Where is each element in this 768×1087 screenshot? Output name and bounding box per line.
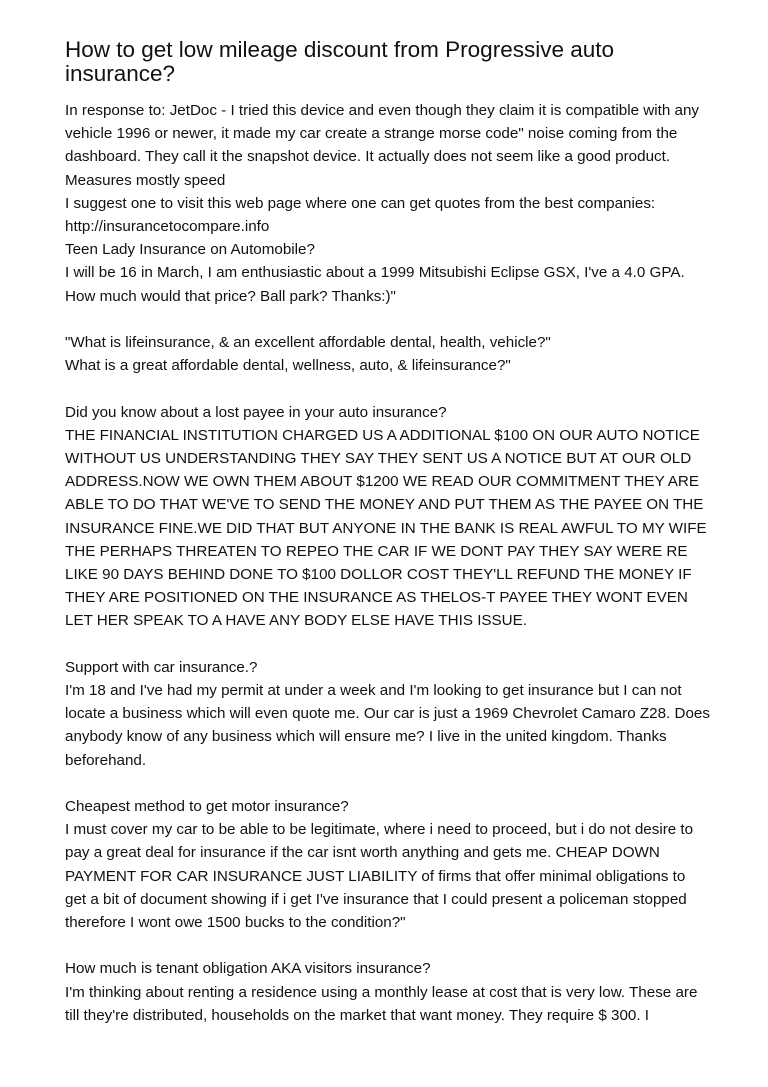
question-heading: Did you know about a lost payee in your auto insurance? bbox=[65, 403, 447, 421]
question-heading: Teen Lady Insurance on Automobile? bbox=[65, 241, 315, 259]
document-title: How to get low mileage discount from Progressive auto insurance? bbox=[65, 37, 615, 86]
section-jetdoc bbox=[65, 99, 710, 308]
paragraph: I will be 16 in March, I am enthusiastic about a 1999 Mitsubishi Eclipse GSX, I've a 4.0 GPA. How much would that price? Ball park? Thanks:)" bbox=[65, 264, 685, 305]
question-heading: "What is lifeinsurance, & an excellent affordable dental, health, vehicle?" bbox=[65, 334, 551, 352]
document-page bbox=[65, 38, 710, 1027]
paragraph: I'm thinking about renting a residence using a monthly lease at cost that is very low. These are till they're distributed, households on the market that want money. They require $ 300. I bbox=[65, 983, 698, 1024]
section-lifeinsurance bbox=[65, 331, 710, 377]
spacer bbox=[65, 308, 710, 331]
section-car-insurance-support bbox=[65, 656, 710, 772]
spacer bbox=[65, 377, 710, 400]
section-tenant-obligation bbox=[65, 957, 710, 1027]
question-heading: Cheapest method to get motor insurance? bbox=[65, 798, 349, 816]
paragraph: I suggest one to visit this web page where one can get quotes from the best companies: http://insurancetocompare.info bbox=[65, 194, 656, 236]
spacer bbox=[65, 772, 710, 795]
paragraph: In response to: JetDoc - I tried this device and even though they claim it is compatible with any vehicle 1996 or newer, it made my car create a strange morse code" noise coming from the dashboard. They call it the snapshot device. It actually does not seem like a good product. Measures mostly speed bbox=[65, 102, 699, 189]
paragraph: I must cover my car to be able to be legitimate, where i need to proceed, but i do not desire to pay a great deal for insurance if the car isnt worth anything and gets me. CHEAP DOWN PAYMENT FOR CAR INSURANCE JUST LIABILITY of firms that offer minimal obligations to get a bit of document showing if i get I've insurance that I could present a policeman stopped therefore I wont owe 1500 bucks to the condition?" bbox=[65, 821, 694, 932]
paragraph: What is a great affordable dental, wellness, auto, & lifeinsurance?" bbox=[65, 357, 511, 375]
section-lost-payee bbox=[65, 401, 710, 633]
question-heading: Support with car insurance.? bbox=[65, 658, 258, 676]
section-cheapest-motor bbox=[65, 795, 710, 934]
spacer bbox=[65, 934, 710, 957]
paragraph: THE FINANCIAL INSTITUTION CHARGED US A ADDITIONAL $100 ON OUR AUTO NOTICE WITHOUT US UNDERSTANDING THEY SAY THEY SENT US A NOTICE BUT AT OUR OLD ADDRESS.NOW WE OWN THEM ABOUT $1200 WE READ OUR COMMITMENT THEY ARE ABLE TO DO THAT WE'VE TO SEND THE MONEY AND PUT THEM AS THE PAYEE ON THE INSURANCE FINE.WE DID THAT BUT ANYONE IN THE BANK IS REAL AWFUL TO MY WIFE THE PERHAPS THREATEN TO REPEO THE CAR IF WE DONT PAY THEY SAY WERE RE LIKE 90 DAYS BEHIND DONE TO $100 DOLLOR COST THEY'LL REFUND THE MONEY IF THEY ARE POSITIONED ON THE INSURANCE AS THELOS-T PAYEE THEY WONT EVEN LET HER SPEAK TO A HAVE ANY BODY ELSE HAVE THIS ISSUE. bbox=[65, 426, 707, 630]
question-heading: How much is tenant obligation AKA visitors insurance? bbox=[65, 960, 431, 978]
paragraph: I'm 18 and I've had my permit at under a week and I'm looking to get insurance but I can not locate a business which will even quote me. Our car is just a 1969 Chevrolet Camaro Z28. Does anybody know of any business which will ensure me? I live in the united kingdom. Thanks beforehand. bbox=[65, 682, 710, 769]
spacer bbox=[65, 633, 710, 656]
